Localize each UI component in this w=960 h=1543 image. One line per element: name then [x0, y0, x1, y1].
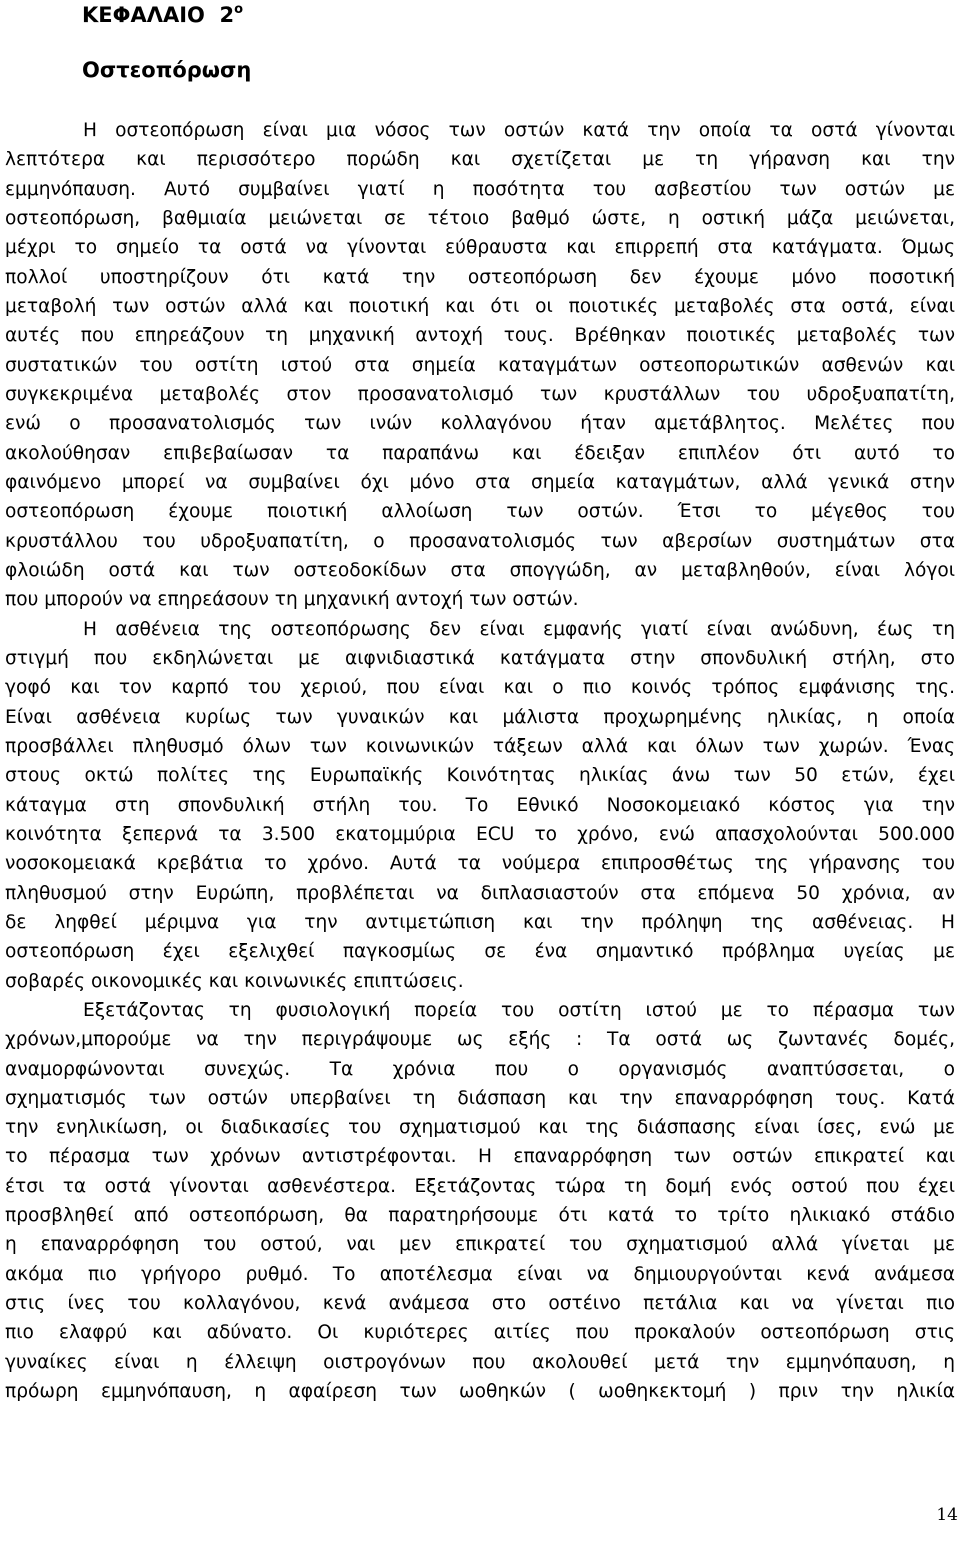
- page-number: 14: [936, 1505, 958, 1525]
- chapter-superscript: ο: [234, 2, 244, 17]
- text-line: στιγμή που εκδηλώνεται με αιφνιδιαστικά κατάγματα στην σπονδυλική στήλη, στο: [5, 647, 955, 669]
- text-line: λεπτότερα και περισσότερο πορώδη και σχετίζεται με τη γήρανση και την: [5, 149, 955, 171]
- text-line: στους οκτώ πολίτες της Ευρωπαϊκής Κοινότητας ηλικίας άνω των 50 ετών, έχει: [5, 765, 955, 787]
- text-line: πληθυσμού στην Ευρώπη, προβλέπεται να διπλασιαστούν στα επόμενα 50 χρόνια, αν: [5, 882, 955, 904]
- text-line: Η οστεοπόρωση είναι μια νόσος των οστών κατά την οποία τα οστά γίνονται: [83, 120, 955, 141]
- text-line: σοβαρές οικονομικές και κοινωνικές επιπτώσεις.: [5, 970, 464, 992]
- body-text: [5, 116, 955, 1406]
- text-line: φαινόμενο μπορεί να συμβαίνει όχι μόνο στα σημεία καταγμάτων, αλλά γενικά στην: [5, 471, 955, 493]
- text-line: ενώ ο προσανατολισμός των ινών κολλαγόνου ήταν αμετάβλητος. Μελέτες που: [5, 413, 955, 435]
- text-line: κάταγμα στη σπονδυλική στήλη του. Το Εθνικό Νοσοκομειακό κόστος για την: [5, 794, 955, 816]
- section-title: Οστεοπόρωση: [82, 58, 252, 82]
- text-line: ακόμα πιο γρήγορο ρυθμό. Το αποτέλεσμα είναι να δημιουργούνται κενά ανάμεσα: [5, 1263, 955, 1285]
- text-line: προσβληθεί από οστεοπόρωση, θα παρατηρήσουμε ότι κατά το τρίτο ηλικιακό στάδιο: [5, 1205, 955, 1227]
- text-line: οστεοπόρωση, βαθμιαία μειώνεται σε τέτοιο βαθμό ώστε, η οστική μάζα μειώνεται,: [5, 207, 955, 229]
- text-line: κρυστάλλου του υδροξυαπατίτη, ο προσανατολισμός των αβερσίων συστημάτων στα: [5, 530, 955, 552]
- text-line: η επαναρρόφηση του οστού, ναι μεν επικρατεί του σχηματισμού αλλά γίνεται με: [5, 1234, 955, 1256]
- text-line: σχηματισμός των οστών υπερβαίνει τη διάσπαση και την επαναρρόφηση τους. Κατά: [5, 1087, 955, 1109]
- text-line: την ενηλικίωση, οι διαδικασίες του σχηματισμού και της διάσπασης είναι ίσες, ενώ με: [5, 1117, 955, 1139]
- text-line: κοινότητα ξεπερνά τα 3.500 εκατομμύρια ECU το χρόνο, ενώ απασχολούνται 500.000: [5, 823, 955, 845]
- text-line: πολλοί υποστηρίζουν ότι κατά την οστεοπόρωση δεν έχουμε μόνο ποσοτική: [5, 266, 955, 288]
- text-line: δε ληφθεί μέριμνα για την αντιμετώπιση και την πρόληψη της ασθένειας. Η: [5, 911, 955, 933]
- text-line: μεταβολή των οστών αλλά και ποιοτική και ότι οι ποιοτικές μεταβολές στα οστά, είναι: [5, 295, 955, 317]
- text-line: έτσι τα οστά γίνονται ασθενέστερα. Εξετάζοντας τώρα τη δομή ενός οστού που έχει: [5, 1175, 955, 1197]
- chapter-number: 2: [219, 3, 235, 27]
- text-line: Εξετάζοντας τη φυσιολογική πορεία του οστίτη ιστού με το πέρασμα των: [83, 999, 955, 1021]
- text-line: προσβάλλει πληθυσμό όλων των κοινωνικών τάξεων αλλά και όλων των χωρών. Ένας: [5, 735, 955, 757]
- text-line: φλοιώδη οστά και των οστεοδοκίδων στα σπογγώδη, αν μεταβληθούν, είναι λόγοι: [5, 559, 955, 581]
- text-line: χρόνων,μπορούμε να την περιγράψουμε ως εξής : Τα οστά ως ζωντανές δομές,: [5, 1029, 955, 1051]
- text-line: συγκεκριμένα μεταβολές στον προσανατολισμό των κρυστάλλων του υδροξυαπατίτη,: [5, 383, 955, 405]
- text-line: που μπορούν να επηρεάσουν τη μηχανική αντοχή των οστών.: [5, 589, 579, 611]
- text-line: οστεοπόρωση έχουμε ποιοτική αλλοίωση των οστών. Έτσι το μέγεθος του: [5, 501, 955, 523]
- chapter-label: ΚΕΦΑΛΑΙΟ: [82, 3, 205, 27]
- text-line: οστεοπόρωση έχει εξελιχθεί παγκοσμίως σε ένα σημαντικό πρόβλημα υγείας με: [5, 941, 955, 963]
- text-line: νοσοκομειακά κρεβάτια το χρόνο. Αυτά τα νούμερα επιπροσθέτως της γήρανσης του: [5, 853, 955, 875]
- text-line: Η ασθένεια της οστεοπόρωσης δεν είναι εμφανής γιατί είναι ανώδυνη, έως τη: [83, 618, 955, 640]
- text-line: πρόωρη εμμηνόπαυση, η αφαίρεση των ωοθηκών ( ωοθηκεκτομή ) πριν την ηλικία: [5, 1381, 955, 1403]
- text-line: Είναι ασθένεια κυρίως των γυναικών και μάλιστα προχωρημένης ηλικίας, η οποία: [5, 706, 955, 728]
- text-line: αναμορφώνονται συνεχώς. Τα χρόνια που ο οργανισμός αναπτύσσεται, ο: [5, 1058, 955, 1080]
- text-line: αυτές που επηρεάζουν τη μηχανική αντοχή τους. Βρέθηκαν ποιοτικές μεταβολές των: [5, 325, 955, 347]
- text-line: συστατικών του οστίτη ιστού στα σημεία καταγμάτων οστεοπορωτικών ασθενών και: [5, 354, 955, 376]
- text-line: ακολούθησαν επιβεβαίωσαν τα παραπάνω και έδειξαν επιπλέον ότι αυτό το: [5, 442, 955, 464]
- text-line: εμμηνόπαυση. Αυτό συμβαίνει γιατί η ποσότητα του ασβεστίου των οστών με: [5, 178, 955, 200]
- text-line: γοφό και τον καρπό του χεριού, που είναι και ο πιο κοινός τρόπος εμφάνισης της.: [5, 677, 955, 699]
- text-line: πιο ελαφρύ και αδύνατο. Οι κυριότερες αιτίες που προκαλούν οστεοπόρωση στις: [5, 1322, 955, 1344]
- text-line: το πέρασμα των χρόνων αντιστρέφονται. Η επαναρρόφηση των οστών επικρατεί και: [5, 1146, 955, 1168]
- text-line: γυναίκες είναι η έλλειψη οιστρογόνων που ακολουθεί μετά την εμμηνόπαυση, η: [5, 1351, 955, 1373]
- text-line: μέχρι το σημείο τα οστά να γίνονται εύθραυστα και επιρρεπή στα κατάγματα. Όμως: [5, 237, 955, 259]
- text-line: στις ίνες του κολλαγόνου, κενά ανάμεσα στο οστέινο πετάλια και να γίνεται πιο: [5, 1293, 955, 1315]
- chapter-heading: [82, 2, 243, 28]
